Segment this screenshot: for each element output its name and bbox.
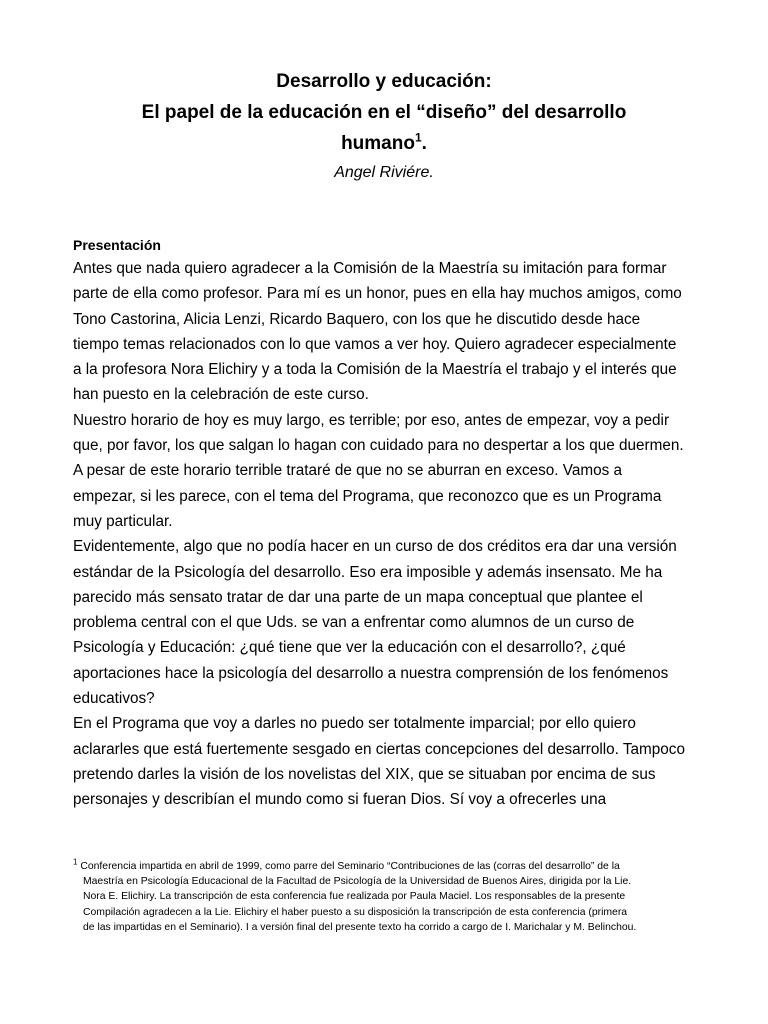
paragraph-line: empezar, si les parece, con el tema del Programa, que reconozco que es un Programa	[73, 487, 662, 505]
title-line-3-text: humano	[341, 133, 415, 154]
footnote-line: Compilación agradecen a la Lie. Elichiry el haber puesto a su disposición la transcripción de esta conferencia (primera	[83, 906, 628, 918]
paragraph-line: Evidentemente, algo que no podía hacer en un curso de dos créditos era dar una versión	[73, 538, 677, 556]
paragraph-line: que, por favor, los que salgan lo hagan con cuidado para no despertar a los que duermen.	[73, 437, 684, 455]
paragraph-line: parecido más sensato tratar de dar una parte de un mapa conceptual que plantee el	[73, 588, 643, 606]
footnote-mark: 1	[73, 857, 78, 867]
footnote-text: Conferencia impartida en abril de 1999, como parre del Seminario “Contribuciones de las (corras del desarrollo” de la	[80, 861, 620, 872]
paragraph-2	[73, 408, 703, 534]
paragraph-1	[73, 256, 703, 408]
paragraph-4	[73, 711, 703, 812]
paragraph-line: A pesar de este horario terrible trataré de que no se aburran en exceso. Vamos a	[73, 462, 623, 480]
footnote-line: de las impartidas en el Seminario). I a versión final del presente texto ha corrido a cargo de I. Marichalar y M. Belinchou.	[83, 921, 637, 933]
paragraph-line: parte de ella como profesor. Para mí es un honor, pues en ella hay muchos amigos, como	[73, 285, 682, 303]
paragraph-line: pretendo darles la visión de los novelistas del XIX, que se situaban por encima de sus	[73, 765, 656, 783]
footnote-line: Maestría en Psicología Educacional de la Facultad de Psicología de la Universidad de Buenos Aires, dirigida por la Lie.	[83, 876, 632, 888]
paragraph-line: Antes que nada quiero agradecer a la Comisión de la Maestría su imitación para formar	[73, 260, 667, 277]
paragraph-line: Tono Castorina, Alicia Lenzi, Ricardo Baquero, con los que he discutido desde hace	[73, 310, 641, 328]
title-footnote-mark[interactable]: 1	[414, 130, 422, 145]
paragraph-line: aclararles que está fuertemente sesgado en ciertas concepciones del desarrollo. Tampoco	[73, 740, 685, 758]
author: Angel Riviére.	[334, 164, 434, 181]
paragraph-line: educativos?	[73, 690, 155, 708]
paragraph-line: Nuestro horario de hoy es muy largo, es terrible; por eso, antes de empezar, voy a pedir	[73, 411, 670, 429]
footnote	[73, 859, 695, 935]
paragraph-line: Psicología y Educación: ¿qué tiene que ver la educación con el desarrollo?, ¿qué	[73, 639, 626, 657]
paragraph-3	[73, 534, 703, 711]
paragraph-line: personajes y describían el mundo como si fueran Dios. Sí voy a ofrecerles una	[73, 791, 607, 809]
paragraph-line: a la profesora Nora Elichiry y a toda la Comisión de la Maestría el trabajo y el interés que	[73, 361, 677, 379]
footnote-line	[73, 859, 695, 874]
paragraph-line: En el Programa que voy a darles no puedo ser totalmente imparcial; por ello quiero	[73, 715, 636, 733]
title-line-2: El papel de la educación en el “diseño” del desarrollo	[141, 102, 627, 123]
title-period: .	[421, 133, 427, 154]
body-text	[73, 234, 703, 813]
paragraph-line: muy particular.	[73, 512, 173, 530]
paragraph-line: han puesto en la celebración de este curso.	[73, 386, 369, 404]
paragraph-line: tiempo temas relacionados con lo que vamos a ver hoy. Quiero agradecer especialmente	[73, 335, 677, 353]
footnote-line: Nora E. Elichiry. La transcripción de esta conferencia fue realizada por Paula Maciel. Los responsables de la presente	[83, 891, 626, 903]
paragraph-line: problema central con el que Uds. se van a enfrentar como alumnos de un curso de	[73, 614, 635, 632]
title-block	[0, 66, 768, 185]
section-heading: Presentación	[73, 237, 161, 253]
paragraph-line: estándar de la Psicología del desarrollo. Eso era imposible y además insensato. Me ha	[73, 563, 663, 581]
paragraph-line: aportaciones hace la psicología del desarrollo a nuestra comprensión de los fenómenos	[73, 664, 669, 682]
title-line-3	[0, 128, 768, 159]
title-line-1: Desarrollo y educación:	[276, 71, 492, 92]
